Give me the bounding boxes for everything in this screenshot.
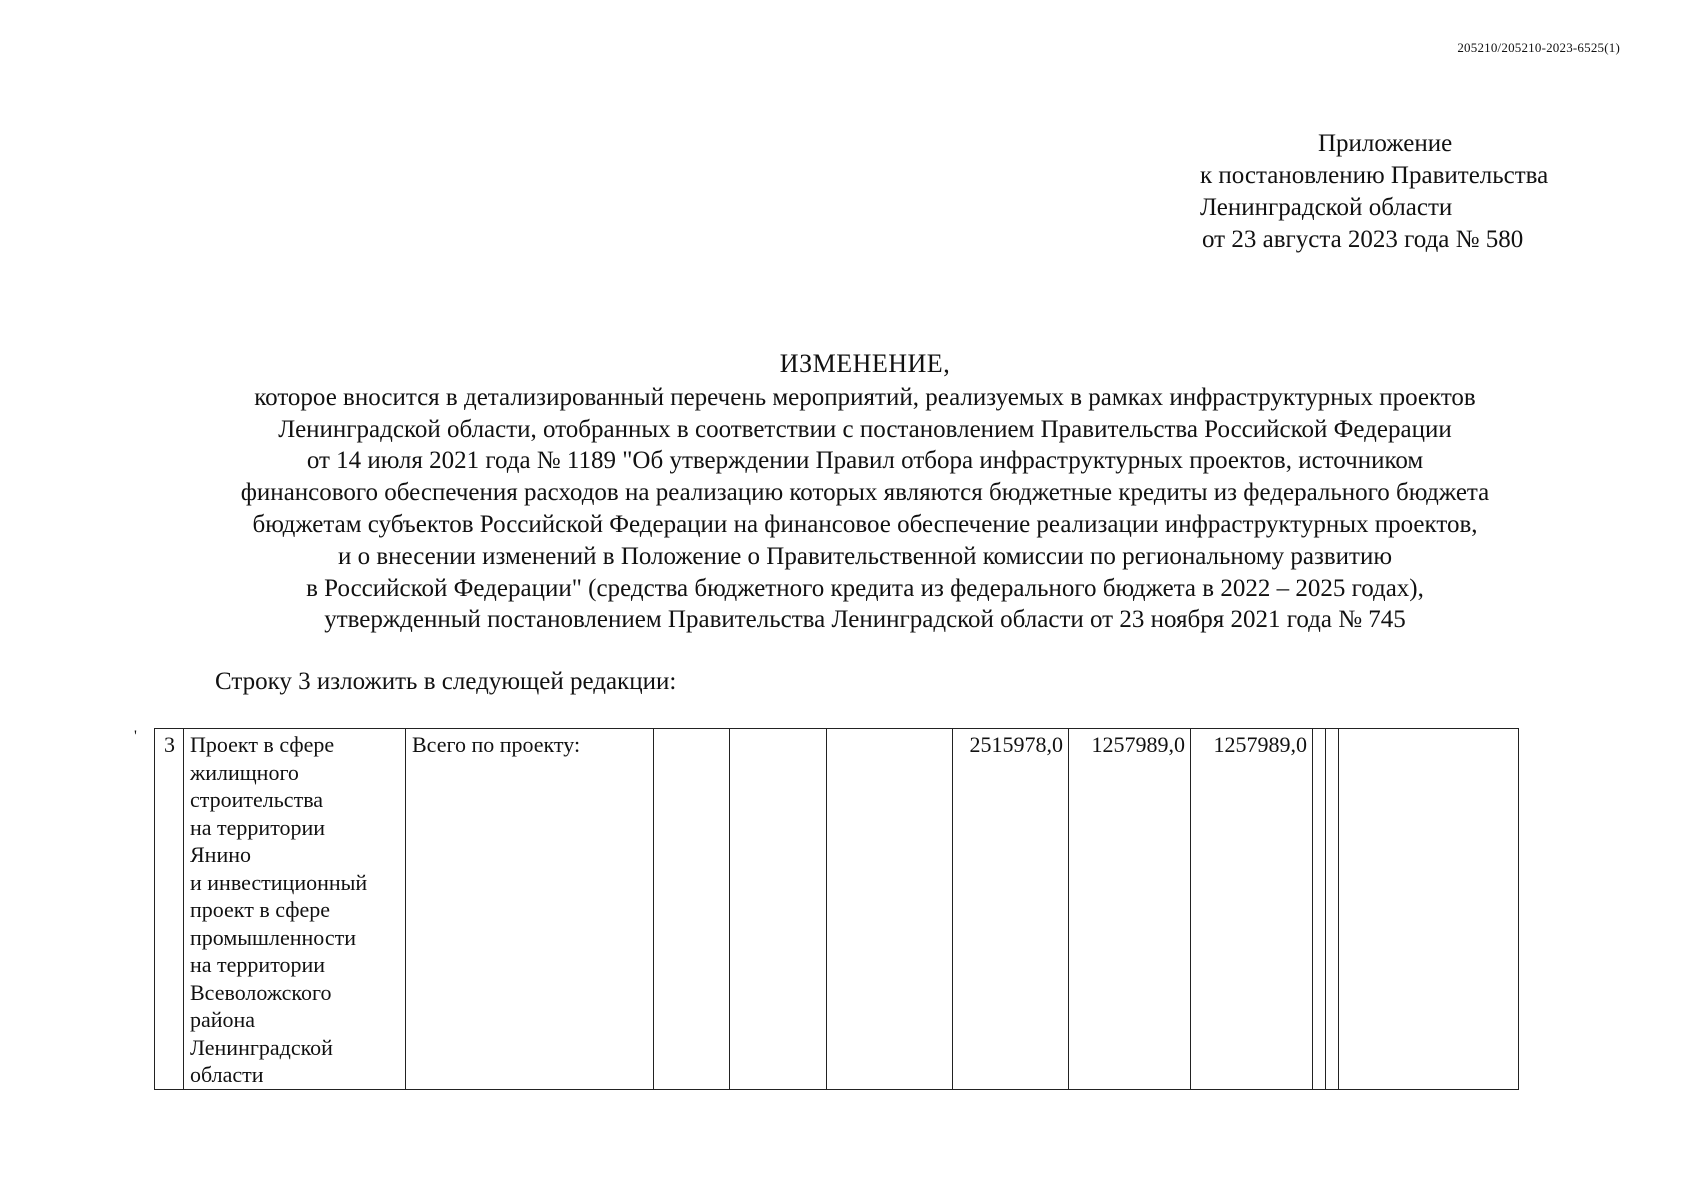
document-registration-number: 205210/205210-2023-6525(1) [1457, 40, 1620, 55]
table-cell [654, 729, 730, 1090]
value-cell: 1257989,0 [1069, 729, 1191, 1090]
row-number-cell: 3 [155, 729, 184, 1090]
title-line: которое вносится в детализированный перечень мероприятий, реализуемых в рамках инфраструктурных проектов [254, 383, 1476, 411]
title-line: финансового обеспечения расходов на реализацию которых являются бюджетные кредиты из федерального бюджета [240, 479, 1490, 507]
appendix-reference: к постановлению Правительства [1200, 162, 1549, 189]
title-line: в Российской Федерации" (средства бюджетного кредита из федерального бюджета в 2022 – 2025 годах), [306, 574, 1424, 602]
table-cell [1339, 729, 1519, 1090]
instruction-text: Строку 3 изложить в следующей редакции: [215, 668, 677, 695]
title-line: бюджетам субъектов Российской Федерации на финансовое обеспечение реализации инфраструктурных проектов, [252, 510, 1478, 538]
value-cell: 2515978,0 [953, 729, 1069, 1090]
project-name-cell [184, 729, 406, 1090]
row-marker: ' [134, 728, 137, 745]
project-name-text: Проект в сфере жилищного строительства на территории Янино и инвестиционный проект в сфере промышленности на территории Всеволожского района Ленинградской области [190, 732, 368, 1087]
document-title [0, 348, 1685, 636]
table-cell [1313, 729, 1326, 1090]
title-line: от 14 июля 2021 года № 1189 "Об утверждении Правил отбора инфраструктурных проектов, источником [306, 447, 1424, 475]
title-heading: ИЗМЕНЕНИЕ, [779, 349, 951, 378]
table-cell [1326, 729, 1339, 1090]
appendix-title: Приложение [1318, 130, 1453, 157]
title-line: и о внесении изменений в Положение о Правительственной комиссии по региональному развитию [337, 542, 1393, 570]
project-row-table [154, 728, 1519, 1090]
table-row [155, 729, 1519, 1090]
appendix-block [1200, 128, 1548, 256]
appendix-date: от 23 августа 2023 года № 580 [1202, 226, 1524, 253]
appendix-region: Ленинградской области [1200, 194, 1453, 221]
table-cell [730, 729, 827, 1090]
title-line: утвержденный постановлением Правительства Ленинградской области от 23 ноября 2021 года № 745 [324, 606, 1406, 634]
value-cell: 1257989,0 [1191, 729, 1313, 1090]
total-label-cell: Всего по проекту: [406, 729, 654, 1090]
table-cell [827, 729, 953, 1090]
title-line: Ленинградской области, отобранных в соответствии с постановлением Правительства Российской Федерации [278, 415, 1452, 443]
